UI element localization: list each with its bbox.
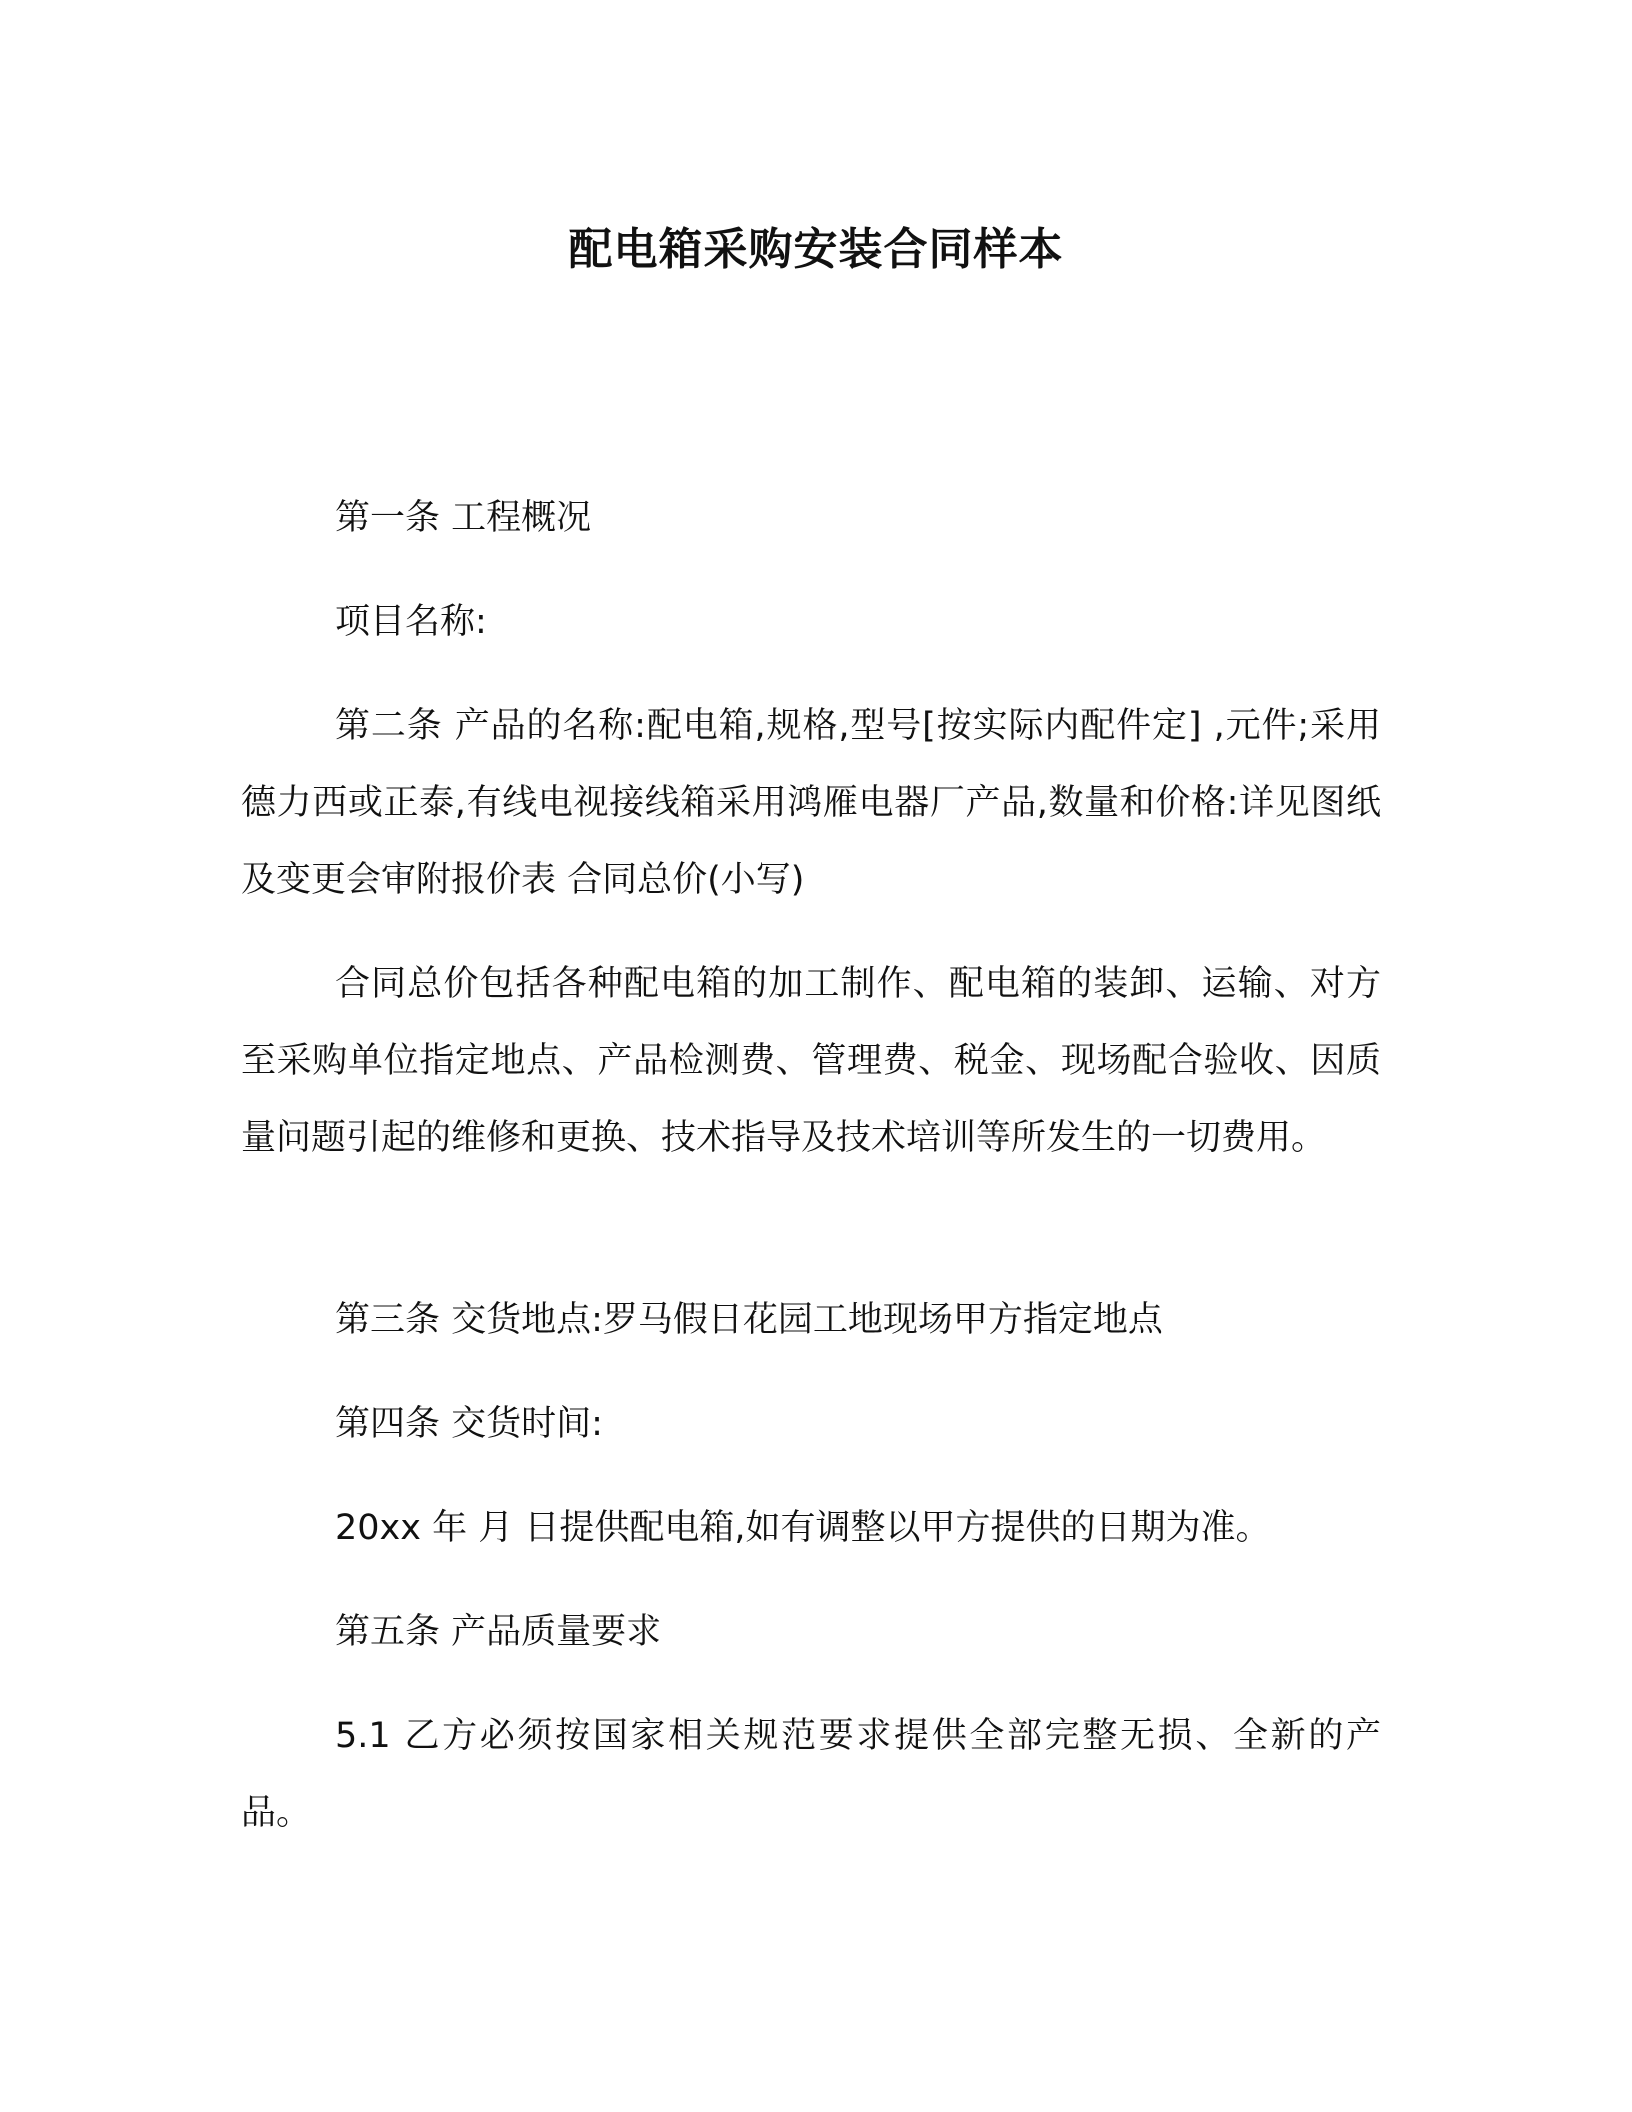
section-2-paragraph: 第二条 产品的名称:配电箱,规格,型号[按实际内配件定] ,元件;采用德力西或正泰,有线电视接线箱采用鸿雁电器厂产品,数量和价格:详见图纸及变更会审附报价表 合同总价(小写) xyxy=(241,706,1381,900)
project-name-line: 项目名称: xyxy=(335,602,487,642)
total-price-paragraph: 合同总价包括各种配电箱的加工制作、配电箱的装卸、运输、对方至采购单位指定地点、产品检测费、管理费、税金、现场配合验收、因质量问题引起的维修和更换、技术指导及技术培训等所发生的一切费用。 xyxy=(241,964,1381,1158)
document-title: 配电箱采购安装合同样本 xyxy=(568,224,1064,275)
clause-5-1-paragraph: 5.1 乙方必须按国家相关规范要求提供全部完整无损、全新的产品。 xyxy=(241,1716,1381,1833)
section-5-heading: 第五条 产品质量要求 xyxy=(335,1612,662,1652)
section-1-heading: 第一条 工程概况 xyxy=(335,498,592,538)
section-3-paragraph: 第三条 交货地点:罗马假日花园工地现场甲方指定地点 xyxy=(335,1300,1163,1340)
section-4-heading: 第四条 交货时间: xyxy=(335,1404,603,1444)
delivery-date-line: 20xx 年 月 日提供配电箱,如有调整以甲方提供的日期为准。 xyxy=(335,1508,1271,1548)
